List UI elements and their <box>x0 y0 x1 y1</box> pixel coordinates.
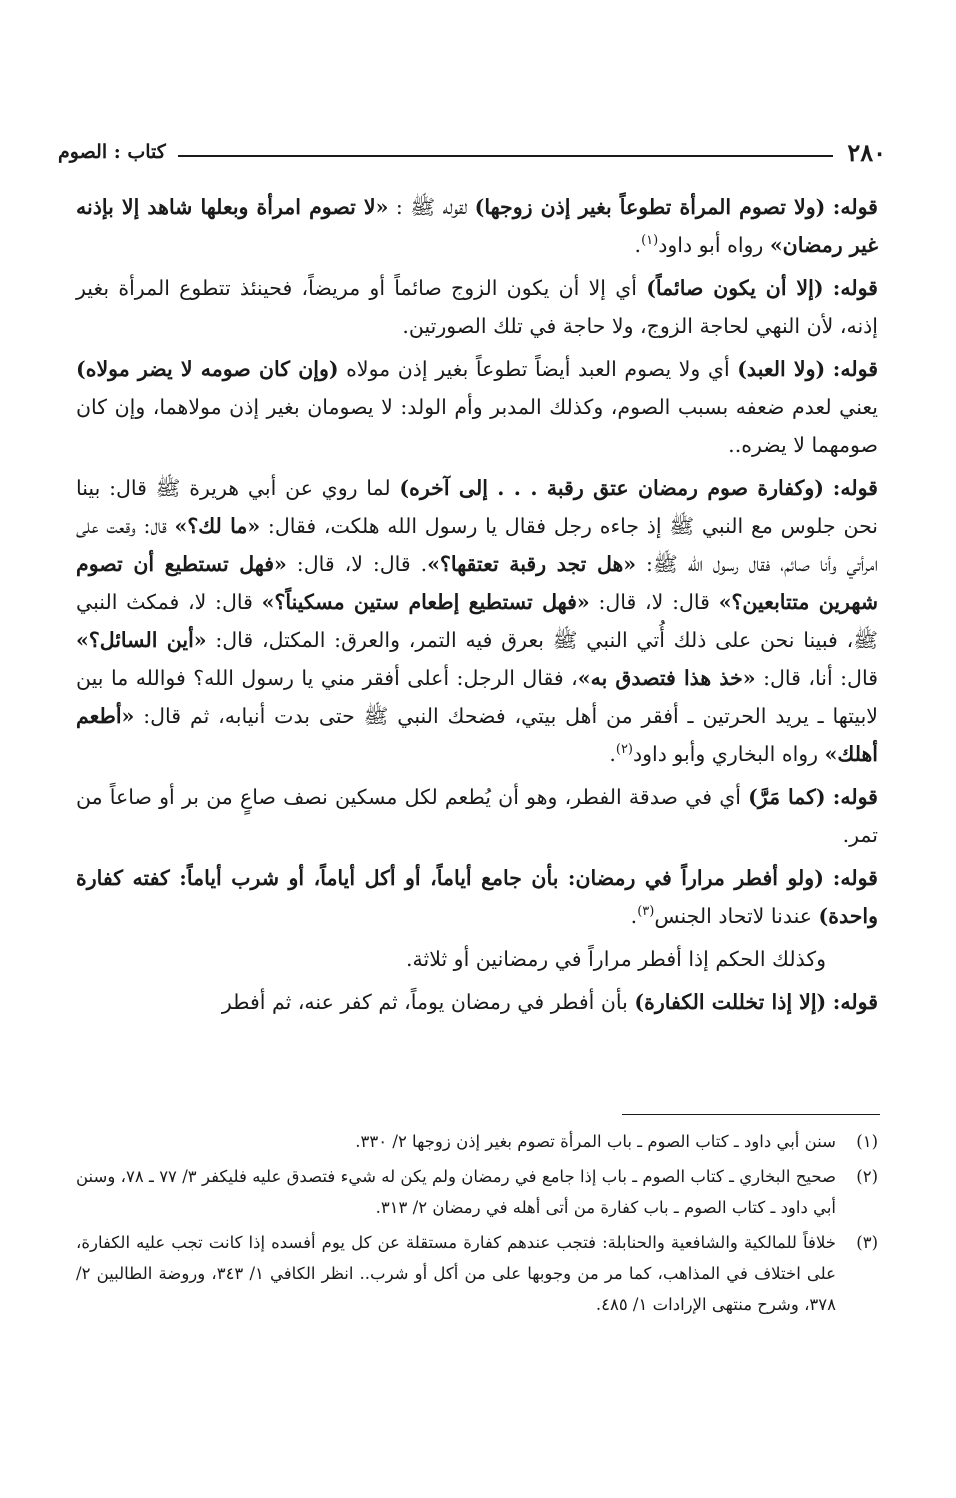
paragraph-1 <box>76 188 878 264</box>
main-text <box>76 188 878 1026</box>
commentary-text: قال: وقعت على امرأتي وأنا صائم، فقال رسول الله ﷺ: <box>76 514 878 576</box>
hadith-quote: «فهل تستطيع إطعام ستين مسكيناً؟» <box>261 590 590 614</box>
qawluhu-label: قوله: <box>832 990 878 1014</box>
matn-quote: (ولا العبد) <box>737 357 826 381</box>
hadith-quote: «أطعم أهلك» <box>76 704 878 766</box>
paragraph-4 <box>76 469 878 773</box>
commentary-text: رواه أبو داود <box>658 233 770 257</box>
commentary-text: أي في صدقة الفطر، وهو أن يُطعم لكل مسكين نصف صاعٍ من بر أو صاعاً من تمر. <box>76 785 878 847</box>
running-header <box>58 132 886 172</box>
commentary-text: . قال: لا، قال: <box>286 552 428 576</box>
commentary-text: قال: لا، قال: <box>589 590 719 614</box>
qawluhu-label: قوله: <box>832 357 878 381</box>
qawluhu-label: قوله: <box>832 195 878 219</box>
matn-quote: (وإن كان صومه لا يضر مولاه) <box>76 357 339 381</box>
hadith-quote: «هل تجد رقبة تعتقها؟» <box>427 552 637 576</box>
footnote-2 <box>76 1161 878 1223</box>
paragraph-7 <box>76 940 878 978</box>
qawluhu-label: قوله: <box>832 785 878 809</box>
footnote-text: صحيح البخاري ـ كتاب الصوم ـ باب إذا جامع في رمضان ولم يكن له شيء فتصدق عليه فليكفر ٣/ ٧٧ ـ ٧٨، وسنن أبي داود ـ كتاب الصوم ـ باب كفارة من أتى أهله في رمضان ٢/ ٣١٣. <box>76 1167 837 1217</box>
footnote-3 <box>76 1227 878 1320</box>
punctuation: . <box>630 904 638 928</box>
footnote-text: سنن أبي داود ـ كتاب الصوم ـ باب المرأة تصوم بغير إذن زوجها ٢/ ٣٣٠. <box>355 1132 836 1151</box>
commentary-text: لما روي عن أبي هريرة ﷺ قال: بينا نحن جلوس مع النبي ﷺ إذ جاءه رجل فقال يا رسول الله هلكت، فقال: <box>76 476 879 538</box>
commentary-text: لقوله ﷺ : <box>388 195 475 219</box>
footnote-number: (٣) <box>856 1233 878 1252</box>
footnote-ref: (٣) <box>637 904 655 920</box>
footnote-ref: (١) <box>641 233 659 249</box>
header-rule <box>178 155 834 157</box>
hadith-quote: «خذ هذا فتصدق به» <box>577 666 756 690</box>
commentary-text: أي إلا أن يكون الزوج صائماً أو مريضاً، فحينئذ تتطوع المرأة بغير إذنه، لأن النهي لحاجة الزوج، ولا حاجة في تلك الصورتين. <box>76 276 878 338</box>
footnote-number: (١) <box>856 1132 878 1151</box>
matn-quote: (كما مَرَّ) <box>748 785 826 809</box>
hadith-quote: «لا تصوم امرأة وبعلها شاهد إلا بإذنه غير رمضان» <box>76 195 878 257</box>
paragraph-3 <box>76 350 878 464</box>
paragraph-6 <box>76 859 878 935</box>
chapter-title: كتاب : الصوم <box>58 141 166 163</box>
commentary-text: قال: أنا، قال: <box>755 666 878 690</box>
paragraph-5 <box>76 778 878 854</box>
footnotes <box>76 1126 878 1324</box>
commentary-text: رواه البخاري وأبو داود <box>633 742 825 766</box>
commentary-text: عندنا لاتحاد الجنس <box>654 904 819 928</box>
commentary-text: قال: لا، فمكث النبي ﷺ، فبينا نحن على ذلك أُتي النبي ﷺ بعرق فيه التمر، والعرق: المكتل، قال: <box>76 590 878 652</box>
paragraph-8 <box>76 983 878 1021</box>
matn-quote: (ولو أفطر مراراً في رمضان: بأن جامع أياماً، أو أكل أياماً، أو شرب أياماً: كفته كفارة واحدة) <box>76 866 878 928</box>
commentary-text: ، فقال الرجل: أعلى أفقر مني يا رسول الله؟ فوالله ما بين لابيتها ـ يريد الحرتين ـ أفقر من أهل بيتي، فضحك النبي ﷺ حتى بدت أنيابه، ثم قال: <box>76 666 878 728</box>
matn-quote: (إلا أن يكون صائماً) <box>646 276 824 300</box>
hadith-quote: «أين السائل؟» <box>76 628 207 652</box>
qawluhu-label: قوله: <box>832 476 878 500</box>
matn-quote: (وكفارة صوم رمضان عتق رقبة . . . إلى آخره) <box>399 476 825 500</box>
footnote-text: خلافاً للمالكية والشافعية والحنابلة: فتجب عندهم كفارة مستقلة عن كل يوم أفسده إذا كانت تجب عليه الكفارة، على اختلاف في المذاهب، كما مر من وجوبها على من أكل أو شرب.. انظر الكافي ١/ ٣٤٣، وروضة الطالبين ٢/ ٣٧٨، وشرح منتهى الإرادات ١/ ٤٨٥. <box>76 1233 836 1314</box>
hadith-quote: «ما لك؟» <box>174 514 261 538</box>
matn-quote: (ولا تصوم المرأة تطوعاً بغير إذن زوجها) <box>474 195 826 219</box>
qawluhu-label: قوله: <box>832 866 878 890</box>
qawluhu-label: قوله: <box>832 276 878 300</box>
page-number: ٢٨٠ <box>847 137 886 167</box>
commentary-text: بأن أفطر في رمضان يوماً، ثم كفر عنه، ثم أفطر <box>221 990 635 1014</box>
commentary-text: وكذلك الحكم إذا أفطر مراراً في رمضانين أو ثلاثة. <box>406 947 826 971</box>
footnote-separator <box>622 1114 880 1115</box>
punctuation: . <box>634 233 642 257</box>
punctuation: . <box>609 742 616 766</box>
paragraph-2 <box>76 269 878 345</box>
hadith-quote: «فهل تستطيع أن تصوم شهرين متتابعين؟» <box>76 552 878 614</box>
footnote-1 <box>76 1126 878 1157</box>
commentary-text: يعني لعدم ضعفه بسبب الصوم، وكذلك المدبر وأم الولد: لا يصومان بغير إذن مولاهما، وإن كان صومهما لا يضره.. <box>76 395 878 457</box>
footnote-number: (٢) <box>856 1167 878 1186</box>
commentary-text: أي ولا يصوم العبد أيضاً تطوعاً بغير إذن مولاه <box>338 357 738 381</box>
footnote-ref: (٢) <box>615 742 633 758</box>
matn-quote: (إلا إذا تخللت الكفارة) <box>634 990 827 1014</box>
